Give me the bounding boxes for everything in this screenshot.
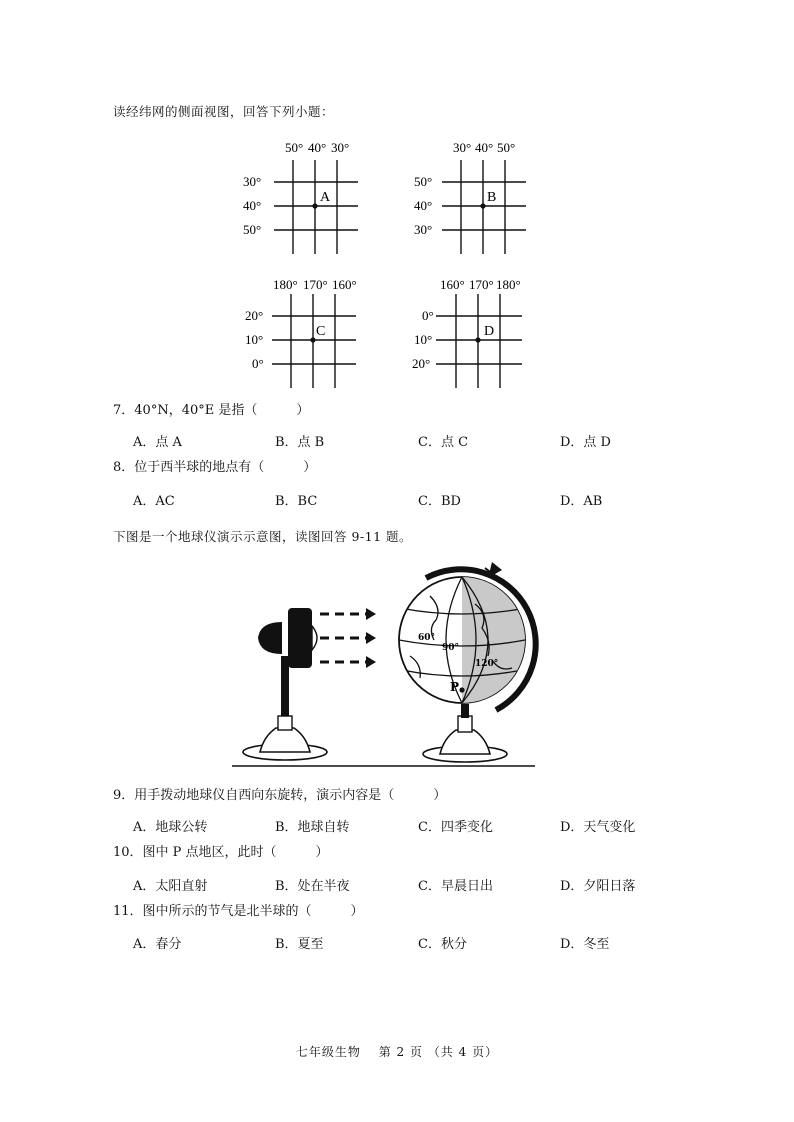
q8-option-a[interactable]: A．AC	[133, 494, 175, 509]
q10-option-d[interactable]: D．夕阳日落	[560, 879, 636, 894]
point-a-label: A	[320, 190, 331, 205]
light-rays-icon	[320, 614, 368, 662]
grid-d-top-label: 160°	[440, 277, 465, 292]
intro-text-globe: 下图是一个地球仪演示示意图，读图回答 9-11 题。	[113, 529, 413, 544]
grid-c-left-label: 10°	[245, 332, 264, 347]
question-11-stem: 11．图中所示的节气是北半球的（ ）	[113, 904, 364, 919]
point-d-label: D	[484, 324, 495, 339]
q7-option-d[interactable]: D．点 D	[560, 435, 611, 450]
grid-b-top-label: 40°	[475, 140, 494, 155]
q11-option-a[interactable]: A．春分	[133, 937, 182, 952]
q10-option-c[interactable]: C．早晨日出	[418, 879, 493, 894]
q10-option-b[interactable]: B．处在半夜	[275, 879, 350, 894]
grid-b-left-label: 30°	[414, 222, 433, 237]
grid-d-left-label: 20°	[412, 356, 431, 371]
grid-a-left-label: 30°	[243, 174, 262, 189]
grid-c-top-label: 180°	[273, 277, 298, 292]
lat-long-grid-c	[238, 272, 368, 396]
question-8-stem: 8．位于西半球的地点有（ ）	[113, 460, 317, 475]
point-p-label: P	[450, 680, 460, 694]
q7-option-c[interactable]: C．点 C	[418, 435, 469, 450]
grid-a-top-label: 30°	[331, 140, 350, 155]
q7-option-a[interactable]: A．点 A	[133, 435, 182, 450]
globe-label-90: 90°	[442, 643, 460, 653]
grid-a-top-label: 40°	[308, 140, 327, 155]
grid-c-left-label: 20°	[245, 308, 264, 323]
q11-option-d[interactable]: D．冬至	[560, 937, 610, 952]
q9-option-a[interactable]: A．地球公转	[133, 820, 208, 835]
point-c-label: C	[316, 324, 326, 339]
lat-long-grid-a	[238, 136, 368, 260]
q9-option-d[interactable]: D．天气变化	[560, 820, 636, 835]
point-b-label: B	[487, 190, 497, 205]
q11-option-b[interactable]: B．夏至	[275, 937, 324, 952]
q10-option-a[interactable]: A．太阳直射	[133, 879, 208, 894]
grid-a-left-label: 40°	[243, 198, 262, 213]
q8-option-d[interactable]: D．AB	[560, 494, 603, 509]
globe-lamp-illustration	[230, 556, 550, 780]
globe-label-60: 60°	[418, 633, 436, 643]
grid-c-top-label: 170°	[303, 277, 328, 292]
globe-icon	[399, 562, 536, 714]
q9-option-b[interactable]: B．地球自转	[275, 820, 350, 835]
grid-a-top-label: 50°	[285, 140, 304, 155]
grid-b-left-label: 40°	[414, 198, 433, 213]
grid-d-left-label: 10°	[414, 332, 433, 347]
globe-label-120: 120°	[475, 659, 499, 669]
q8-option-b[interactable]: B．BC	[275, 494, 318, 509]
q8-option-c[interactable]: C．BD	[418, 494, 461, 509]
intro-text-grids: 读经纬网的侧面视图，回答下列小题：	[113, 104, 335, 119]
grid-b-top-label: 50°	[497, 140, 516, 155]
globe-stand-icon	[423, 704, 507, 762]
question-10-stem: 10．图中 P 点地区，此时（ ）	[113, 845, 329, 860]
question-7-stem: 7．40°N，40°E 是指（ ）	[113, 403, 310, 418]
q11-option-c[interactable]: C．秋分	[418, 937, 467, 952]
grid-a-left-label: 50°	[243, 222, 262, 237]
grid-d-left-label: 0°	[422, 308, 434, 323]
page-footer: 七年级生物 第 2 页 （共 4 页）	[295, 1045, 499, 1059]
question-9-stem: 9．用手拨动地球仪自西向东旋转，演示内容是（ ）	[113, 788, 447, 803]
grid-c-top-label: 160°	[332, 277, 357, 292]
grid-b-left-label: 50°	[414, 174, 433, 189]
grid-d-top-label: 170°	[469, 277, 494, 292]
lat-long-grid-b	[408, 136, 538, 260]
q9-option-c[interactable]: C．四季变化	[418, 820, 493, 835]
grid-c-left-label: 0°	[252, 356, 264, 371]
q7-option-b[interactable]: B．点 B	[275, 435, 325, 450]
lamp-icon	[243, 608, 327, 760]
grid-b-top-label: 30°	[453, 140, 472, 155]
lat-long-grid-d	[408, 272, 538, 396]
grid-d-top-label: 180°	[496, 277, 521, 292]
